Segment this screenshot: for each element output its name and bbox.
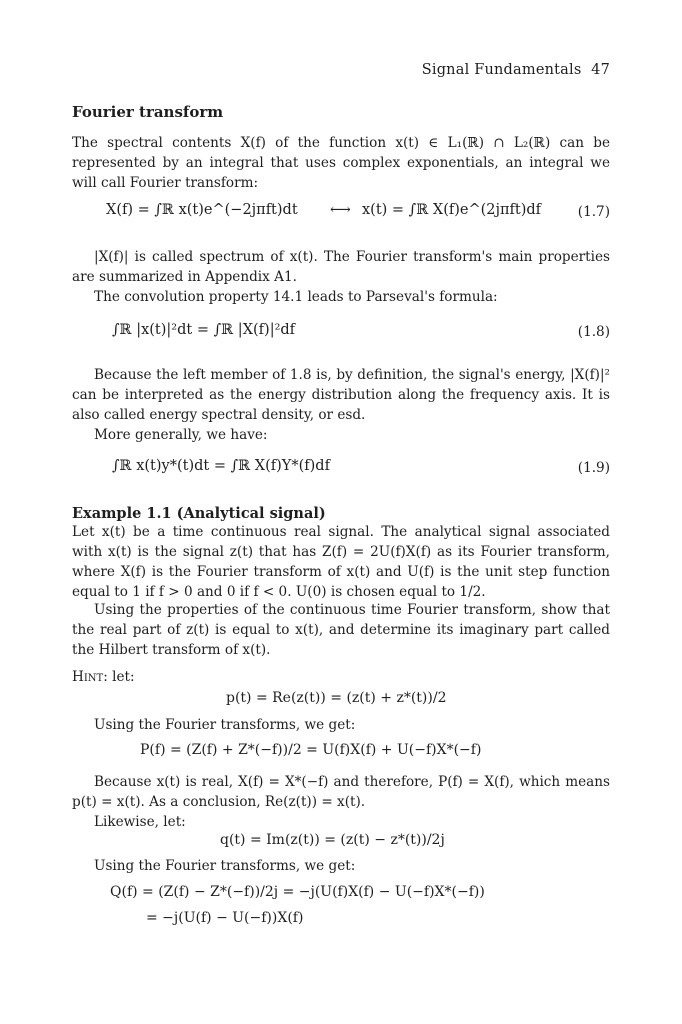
paragraph-real-conclusion: Because x(t) is real, X(f) = X*(−f) and therefore, P(f) = X(f), which means p(t) = x(t). As a conclusion, Re(z(t)) = x(t).: [72, 774, 610, 810]
paragraph-likewise: Likewise, let:: [94, 814, 186, 830]
hint-text: : let:: [103, 669, 135, 685]
paragraph-fourier-get-2: Using the Fourier transforms, we get:: [94, 858, 356, 874]
equation-1-8: [72, 316, 610, 348]
paragraph-analytical-signal: Let x(t) be a time continuous real signal. The analytical signal associated with x(t) is the signal z(t) that has Z(f) = 2U(f)X(f) as its Fourier transform, where X(f) is the Fourier transform of x(t) and U(f) is the unit step function equal to 1 if f > 0 and 0 if f < 0. U(0) is chosen equal to 1/2.: [72, 524, 610, 600]
equation-q: q(t) = Im(z(t)) = (z(t) − z*(t))/2j: [220, 832, 445, 848]
paragraph-parseval-intro: The convolution property 14.1 leads to Parseval's formula:: [94, 289, 498, 305]
paragraph-hilbert-question: Using the properties of the continuous time Fourier transform, show that the real part of z(t) is equal to x(t), and determine its imaginary part called the Hilbert transform of x(t).: [72, 602, 610, 658]
equation-1-8-number: (1.8): [577, 324, 610, 340]
hint-line: [72, 667, 610, 687]
equation-1-7-number: (1.7): [577, 204, 610, 220]
paragraph-fourier-intro: The spectral contents X(f) of the function x(t) ∈ L₁(ℝ) ∩ L₂(ℝ) can be represented by an integral that uses complex exponentials, an integral we will call Fourier transform:: [72, 135, 610, 191]
running-title: Signal Fundamentals: [421, 62, 582, 78]
hint-label: Hint: [72, 669, 104, 685]
running-header: [422, 62, 610, 78]
equation-1-9-number: (1.9): [577, 460, 610, 476]
equation-1-7-arrow: ⟷: [330, 202, 351, 218]
equation-1-8-body: ∫ℝ |x(t)|²dt = ∫ℝ |X(f)|²df: [112, 322, 296, 338]
paragraph-spectrum: |X(f)| is called spectrum of x(t). The Fourier transform's main properties are summarized in Appendix A1.: [72, 249, 610, 285]
equation-P: P(f) = (Z(f) + Z*(−f))/2 = U(f)X(f) + U(−f)X*(−f): [140, 742, 482, 758]
equation-1-7-lhs: X(f) = ∫ℝ x(t)e^(−2jπft)dt: [106, 202, 298, 218]
equation-1-9: [72, 452, 610, 484]
page-number: 47: [591, 62, 610, 78]
paragraph-fourier-get-1: Using the Fourier transforms, we get:: [94, 717, 356, 733]
equation-1-7-rhs: x(t) = ∫ℝ X(f)e^(2jπft)df: [362, 202, 542, 218]
equation-Q-line-2: = −j(U(f) − U(−f))X(f): [146, 910, 304, 926]
paragraph-energy: Because the left member of 1.8 is, by definition, the signal's energy, |X(f)|² can be interpreted as the energy distribution along the frequency axis. It is also called energy spectral density, or esd.: [72, 367, 610, 423]
equation-Q-line-1: Q(f) = (Z(f) − Z*(−f))/2j = −j(U(f)X(f) − U(−f)X*(−f)): [110, 884, 485, 900]
example-title: Example 1.1 (Analytical signal): [72, 505, 326, 522]
paragraph-more-generally: More generally, we have:: [94, 427, 268, 443]
equation-1-9-body: ∫ℝ x(t)y*(t)dt = ∫ℝ X(f)Y*(f)df: [112, 458, 330, 474]
equation-1-7: [72, 196, 610, 228]
section-title: Fourier transform: [72, 103, 224, 121]
equation-p: p(t) = Re(z(t)) = (z(t) + z*(t))/2: [226, 690, 447, 706]
